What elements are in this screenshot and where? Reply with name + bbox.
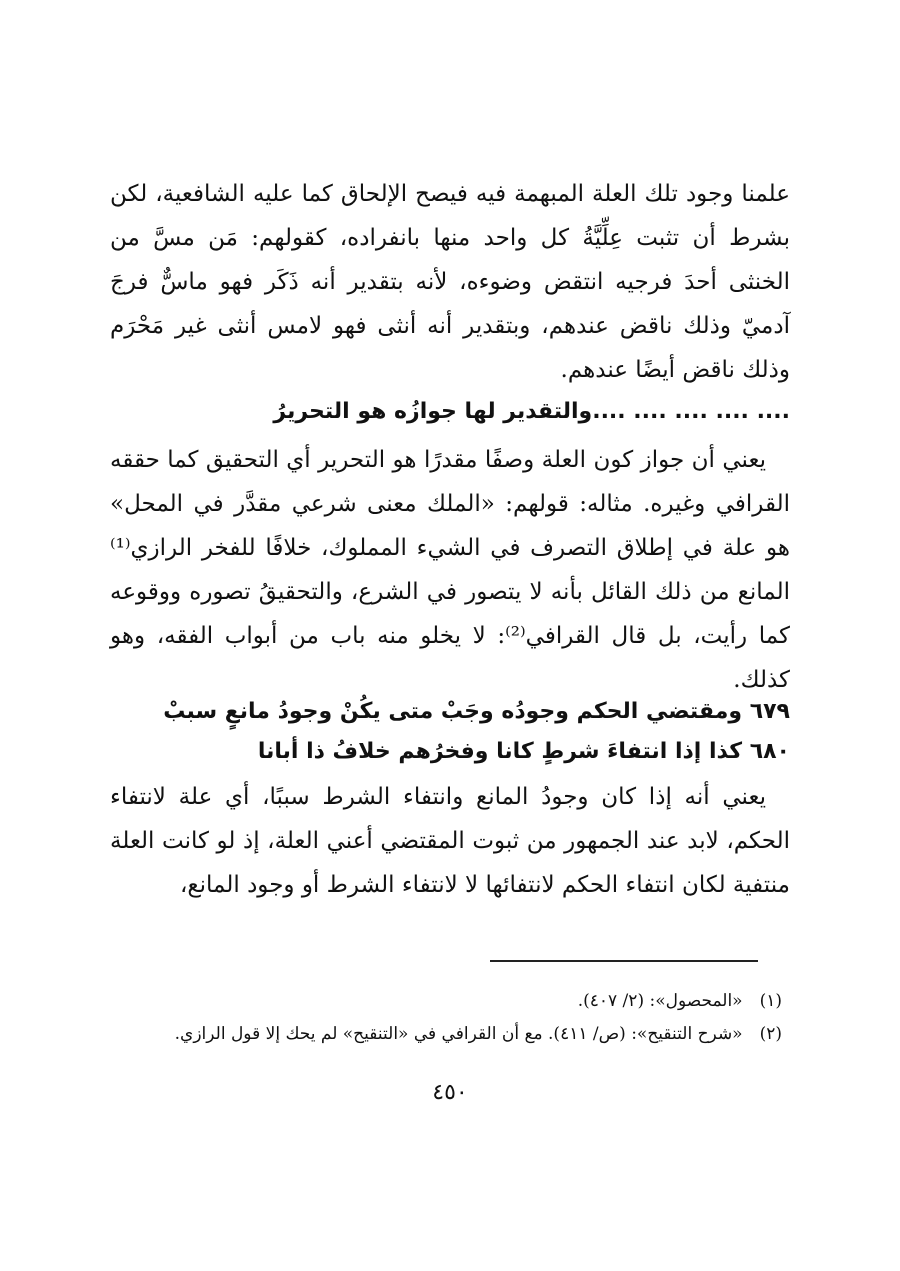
footnote-2-text: «شرح التنقيح»: (ص/ ٤١١). مع أن القرافي في «التنقيح» لم يحك إلا قول الرازي.	[174, 1024, 743, 1044]
paragraph-1-block	[110, 172, 790, 392]
verse-line: .... .... .... .... ....والتقدير لها جوازُه هو التحريرُ	[273, 399, 790, 424]
paragraph-3: يعني أنه إذا كان وجودُ المانع وانتفاء الشرط سببًا، أي علة لانتفاء الحكم، لابد عند الجمهور من ثبوت المقتضي أعني العلة، إذ لو كانت العلة منتفية لكان انتفاء الحكم لانتفائها لا لانتفاء الشرط أو وجود المانع،	[110, 784, 790, 898]
verse-line-block	[110, 392, 790, 432]
verse-680: ٦٨٠ كذا إذا انتفاءَ شرطٍ كانا وفخرُهم خلافُ ذا أبانا	[257, 739, 790, 764]
footnote-2	[110, 1018, 782, 1051]
footnote-separator	[490, 960, 758, 962]
paragraph-3-block	[110, 775, 790, 907]
footnote-2-number: (٢)	[759, 1024, 782, 1044]
footnote-1	[110, 985, 782, 1018]
footnotes	[110, 985, 782, 1051]
paragraph-1: علمنا وجود تلك العلة المبهمة فيه فيصح الإلحاق كما عليه الشافعية، لكن بشرط أن تثبت عِلِّيَّةُ كل واحد منها بانفراده، كقولهم: مَن مسَّ من الخنثى أحدَ فرجيه انتقض وضوءه، لأنه بتقدير أنه ذَكَر فهو ماسٌّ فرجَ آدميّ وذلك ناقض عندهم، وبتقدير أنه أنثى فهو لامس أنثى غير مَحْرَم وذلك ناقض أيضًا عندهم.	[110, 181, 790, 383]
page-number: ٤٥٠	[432, 1080, 468, 1105]
verses-block	[110, 692, 790, 772]
footnote-1-text: «المحصول»: (٢/ ٤٠٧).	[577, 991, 743, 1011]
paragraph-2-block	[110, 438, 790, 702]
paragraph-2: يعني أن جواز كون العلة وصفًا مقدرًا هو التحرير أي التحقيق كما حققه القرافي وغيره. مثاله: قولهم: «الملك معنى شرعي مقدَّر في المحل» هو علة في إطلاق التصرف في الشيء المملوك، خلافًا للفخر الرازي⁽¹⁾ المانع من ذلك القائل بأنه لا يتصور في الشرع، والتحقيقُ تصوره ووقوعه كما رأيت، بل قال القرافي⁽²⁾: لا يخلو منه باب من أبواب الفقه، وهو كذلك.	[110, 447, 791, 693]
verse-679: ٦٧٩ ومقتضي الحكم وجودُه وجَبْ متى يكُنْ وجودُ مانعٍ سببْ	[163, 699, 790, 724]
footnote-1-number: (١)	[759, 991, 782, 1011]
